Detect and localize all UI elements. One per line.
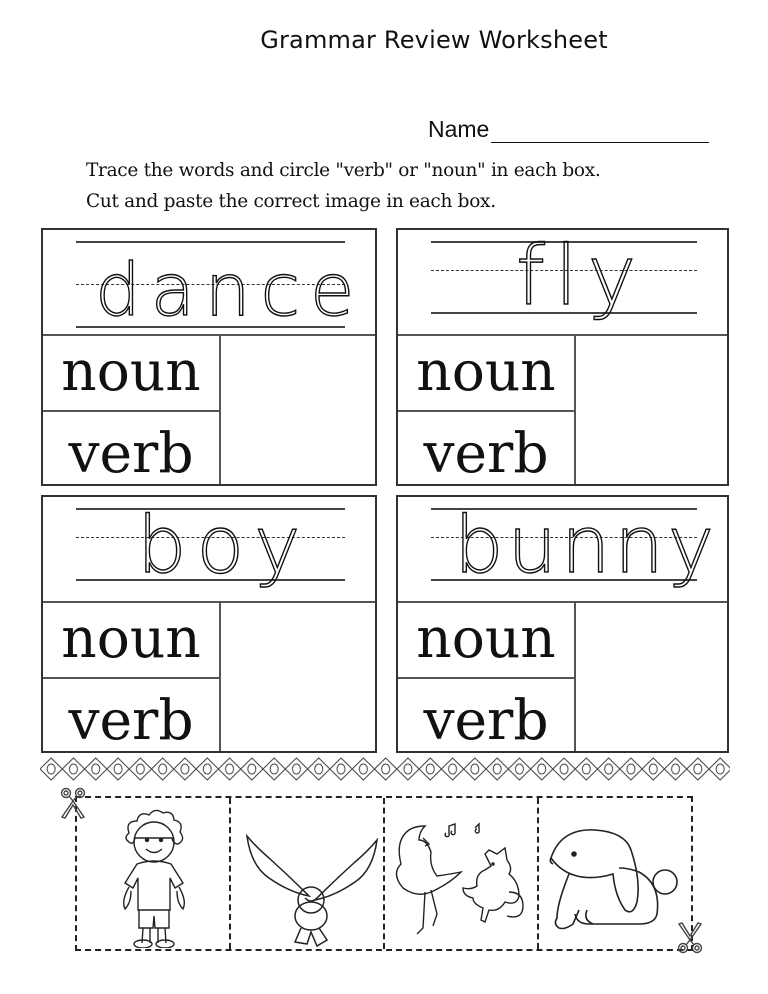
name-input-line[interactable] [491, 120, 709, 143]
paste-image-box[interactable] [221, 601, 375, 751]
cutout-bunny[interactable] [539, 798, 691, 949]
flying-bird-illustration [231, 798, 385, 948]
verb-option[interactable]: verb [43, 679, 221, 751]
word-card-fly [396, 228, 729, 486]
verb-option[interactable]: verb [43, 412, 221, 484]
dancing-animals-illustration [385, 798, 539, 948]
tracing-area[interactable] [398, 497, 727, 603]
cutout-boy[interactable] [77, 798, 231, 949]
bunny-illustration [539, 798, 691, 948]
verb-option[interactable]: verb [398, 412, 576, 484]
cutout-dancing-animals[interactable] [385, 798, 539, 949]
scissors-icon [60, 787, 86, 819]
cutout-flying-bird[interactable] [231, 798, 385, 949]
word-card-bunny [396, 495, 729, 753]
top-guide-line [76, 241, 345, 243]
paste-image-box[interactable] [576, 334, 727, 484]
trace-word: dance [95, 248, 365, 332]
page-title: Grammar Review Worksheet [260, 26, 608, 54]
name-label: Name [428, 116, 490, 142]
tracing-area[interactable] [43, 230, 375, 336]
verb-option[interactable]: verb [398, 679, 576, 751]
noun-option[interactable]: noun [43, 334, 221, 412]
word-card-boy [41, 495, 377, 753]
diamond-border [40, 754, 730, 784]
trace-word: fly [516, 229, 647, 324]
instruction-line-2: Cut and paste the correct image in each box. [86, 191, 496, 212]
scissors-icon [677, 922, 703, 954]
cutout-strip [75, 796, 693, 951]
paste-image-box[interactable] [576, 601, 727, 751]
trace-word: boy [137, 501, 311, 591]
tracing-area[interactable] [398, 230, 727, 336]
noun-option[interactable]: noun [398, 334, 576, 412]
paste-image-box[interactable] [221, 334, 375, 484]
instruction-line-1: Trace the words and circle "verb" or "noun" in each box. [86, 160, 601, 181]
noun-option[interactable]: noun [398, 601, 576, 679]
tracing-area[interactable] [43, 497, 375, 603]
word-card-dance [41, 228, 377, 486]
trace-word: bunny [454, 501, 718, 591]
name-field-row [428, 116, 709, 143]
boy-illustration [77, 798, 231, 948]
noun-option[interactable]: noun [43, 601, 221, 679]
